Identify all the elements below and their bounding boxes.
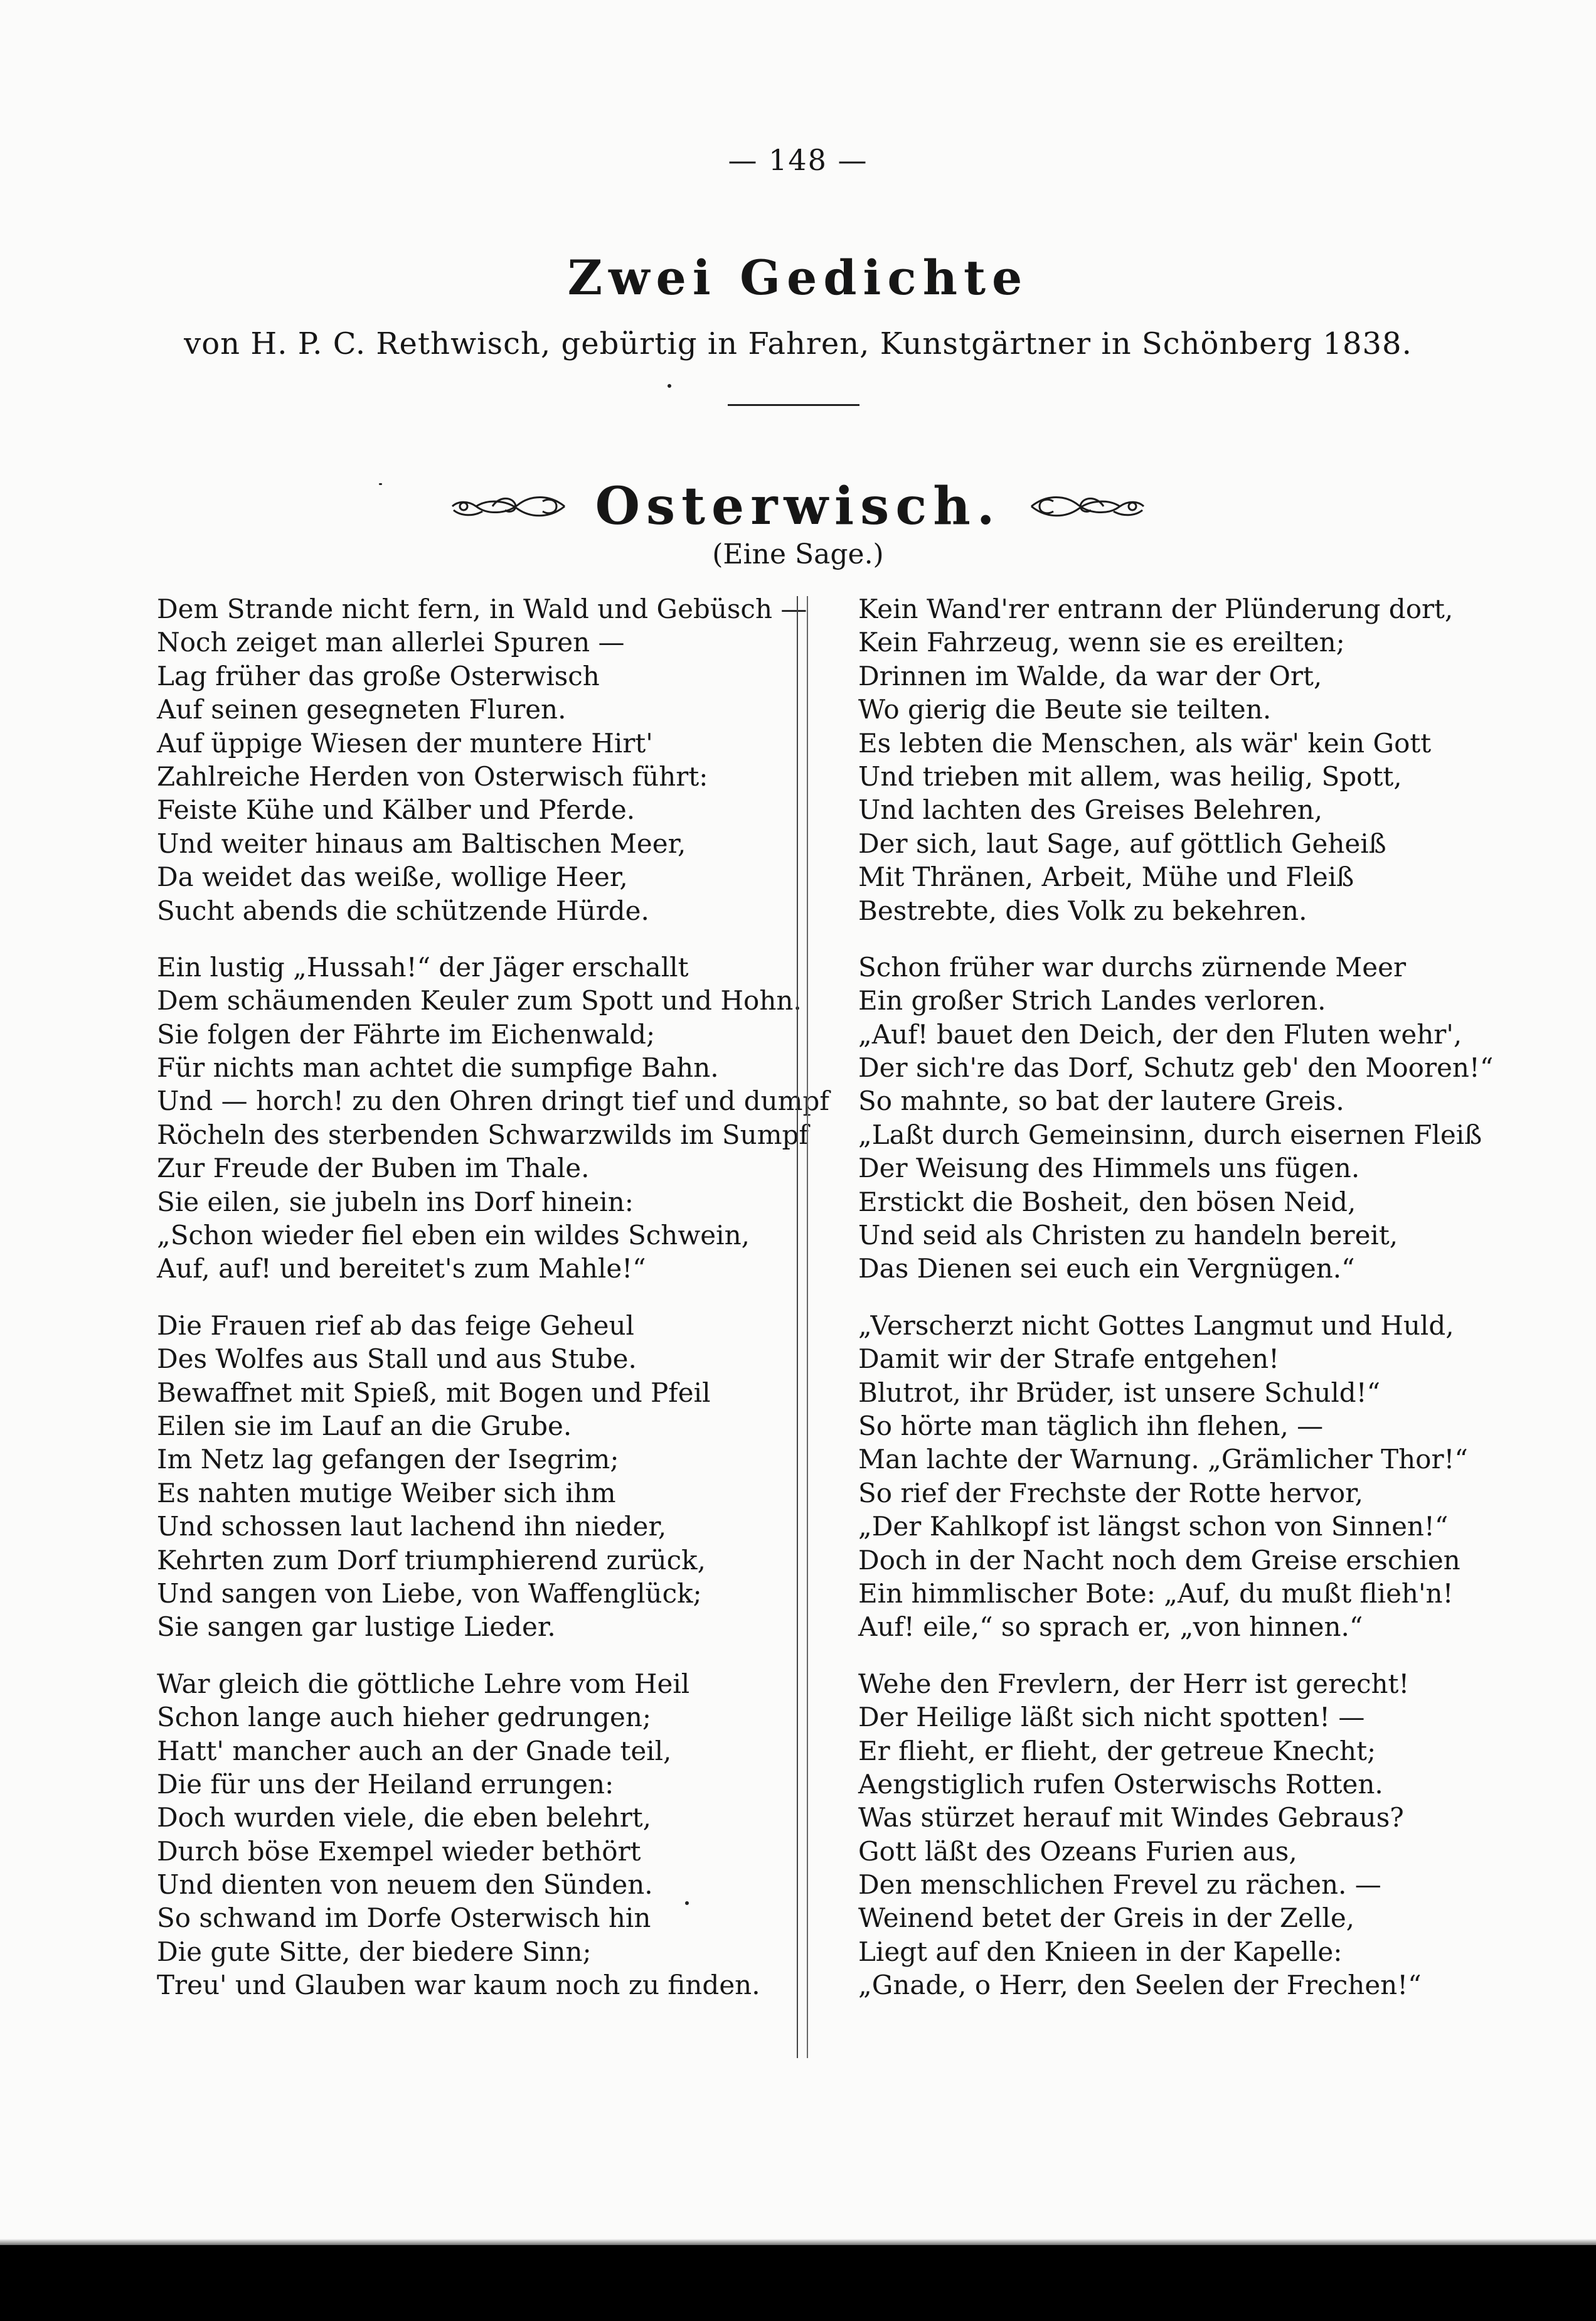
verse-line: Was stürzet herauf mit Windes Gebraus? xyxy=(858,1802,1404,1833)
verse-line: Mit Thränen, Arbeit, Mühe und Fleiß xyxy=(858,862,1354,893)
verse-line: So mahnte, so bat der lautere Greis. xyxy=(858,1086,1344,1117)
verse-line: Kehrten zum Dorf triumphierend zurück, xyxy=(157,1544,706,1576)
verse-line: Und trieben mit allem, was heilig, Spott, xyxy=(858,760,1402,792)
verse-line: Zur Freude der Buben im Thale. xyxy=(157,1153,590,1184)
verse-line: Und schossen laut lachend ihn nieder, xyxy=(157,1511,667,1542)
verse-line: Kein Wand'rer entrann der Plünderung dort, xyxy=(858,594,1454,624)
right-poem-column xyxy=(858,592,1494,2002)
verse-line: Doch wurden viele, die eben belehrt, xyxy=(157,1802,652,1833)
poem-heading xyxy=(0,472,1596,541)
stanza xyxy=(858,592,1486,927)
verse-line: Und weiter hinaus am Baltischen Meer, xyxy=(157,828,686,859)
verse-line: Des Wolfes aus Stall und aus Stube. xyxy=(157,1343,637,1375)
verse-line: Bewaffnet mit Spieß, mit Bogen und Pfeil xyxy=(157,1377,711,1408)
verse-line: Wehe den Frevlern, der Herr ist gerecht! xyxy=(858,1668,1410,1699)
verse-line: Lag früher das große Osterwisch xyxy=(157,660,600,691)
verse-line: Gott läßt des Ozeans Furien aus, xyxy=(858,1835,1297,1867)
verse-line: „Schon wieder fiel eben ein wildes Schwein, xyxy=(157,1220,750,1251)
verse-line: Ein lustig „Hussah!“ der Jäger erschallt xyxy=(157,951,689,983)
verse-line: Auf üppige Wiesen der muntere Hirt' xyxy=(157,727,653,759)
title-divider-rule xyxy=(728,404,859,406)
verse-line: Und — horch! zu den Ohren dringt tief und dumpf xyxy=(157,1086,829,1117)
verse-line: Erstickt die Bosheit, den bösen Neid, xyxy=(858,1186,1356,1217)
verse-line: Die Frauen rief ab das feige Geheul xyxy=(157,1310,634,1341)
verse-line: „Verscherzt nicht Gottes Langmut und Huld, xyxy=(858,1310,1454,1341)
stanza xyxy=(157,1309,790,1644)
verse-line: Und lachten des Greises Belehren, xyxy=(858,794,1323,826)
verse-line: Aengstiglich rufen Osterwischs Rotten. xyxy=(858,1768,1383,1800)
verse-line: Für nichts man achtet die sumpfige Bahn. xyxy=(157,1052,719,1084)
poem-subtitle-note: (Eine Sage.) xyxy=(712,538,884,570)
page-subtitle: von H. P. C. Rethwisch, gebürtig in Fahren, Kunstgärtner in Schönberg 1838. xyxy=(184,326,1412,361)
column-divider xyxy=(797,596,808,2058)
verse-line: Die gute Sitte, der biedere Sinn; xyxy=(157,1936,592,1967)
verse-line: So rief der Frechste der Rotte hervor, xyxy=(858,1477,1363,1508)
stanza xyxy=(157,1667,790,2002)
verse-line: Damit wir der Strafe entgehen! xyxy=(858,1343,1280,1375)
verse-line: Doch in der Nacht noch dem Greise erschien xyxy=(858,1544,1460,1576)
verse-line: „Der Kahlkopf ist längst schon von Sinnen!“ xyxy=(858,1511,1449,1542)
verse-line: War gleich die göttliche Lehre vom Heil xyxy=(157,1668,690,1699)
verse-line: Kein Fahrzeug, wenn sie es ereilten; xyxy=(858,627,1345,658)
verse-line: Feiste Kühe und Kälber und Pferde. xyxy=(157,794,636,826)
verse-line: Eilen sie im Lauf an die Grube. xyxy=(157,1410,572,1441)
verse-line: Schon früher war durchs zürnende Meer xyxy=(858,951,1407,983)
poem-title: Osterwisch. xyxy=(595,476,1001,536)
verse-line: Der Heilige läßt sich nicht spotten! — xyxy=(858,1702,1365,1733)
verse-line: Da weidet das weiße, wollige Heer, xyxy=(157,862,628,893)
verse-line: Er flieht, er flieht, der getreue Knecht; xyxy=(858,1735,1376,1766)
verse-line: Bestrebte, dies Volk zu bekehren. xyxy=(858,895,1307,926)
verse-line: Röcheln des sterbenden Schwarzwilds im Sumpf xyxy=(157,1119,809,1150)
verse-line: Noch zeiget man allerlei Spuren — xyxy=(157,627,625,658)
stanza xyxy=(858,951,1494,1286)
verse-line: Man lachte der Warnung. „Grämlicher Thor!“ xyxy=(858,1444,1468,1475)
verse-line: Der sich, laut Sage, auf göttlich Geheiß xyxy=(858,828,1386,859)
right-flourish-ornament xyxy=(1028,488,1147,525)
scan-bottom-border xyxy=(0,2245,1596,2321)
verse-line: „Laßt durch Gemeinsinn, durch eisernen Fleiß xyxy=(858,1119,1482,1150)
verse-line: Zahlreiche Herden von Osterwisch führt: xyxy=(157,760,708,792)
verse-line: Der sich're das Dorf, Schutz geb' den Mooren!“ xyxy=(858,1052,1494,1084)
verse-line: So schwand im Dorfe Osterwisch hin xyxy=(157,1902,651,1934)
stanza xyxy=(858,1309,1486,1644)
verse-line: „Auf! bauet den Deich, der den Fluten wehr', xyxy=(858,1018,1462,1050)
stray-dot xyxy=(685,1901,689,1905)
verse-line: Wo gierig die Beute sie teilten. xyxy=(858,694,1272,725)
verse-line: Sucht abends die schützende Hürde. xyxy=(157,895,649,926)
stanza xyxy=(157,592,807,927)
verse-line: Ein großer Strich Landes verloren. xyxy=(858,985,1326,1016)
left-flourish-ornament xyxy=(449,488,568,525)
verse-line: Auf, auf! und bereitet's zum Mahle!“ xyxy=(157,1253,646,1284)
verse-line: Durch böse Exempel wieder bethört xyxy=(157,1835,641,1867)
verse-line: Blutrot, ihr Brüder, ist unsere Schuld!“ xyxy=(858,1377,1381,1408)
verse-line: Auf! eile,“ so sprach er, „von hinnen.“ xyxy=(858,1611,1363,1643)
left-poem-column xyxy=(157,592,829,2002)
page-title: Zwei Gedichte xyxy=(567,250,1029,306)
verse-line: Sie sangen gar lustige Lieder. xyxy=(157,1611,556,1643)
verse-line: Es lebten die Menschen, als wär' kein Gott xyxy=(858,727,1432,759)
stanza xyxy=(858,1667,1486,2002)
page-number: — 148 — xyxy=(728,143,868,177)
verse-line: Schon lange auch hieher gedrungen; xyxy=(157,1702,652,1733)
verse-line: Ein himmlischer Bote: „Auf, du mußt flieh'n! xyxy=(858,1577,1454,1609)
verse-line: Drinnen im Walde, da war der Ort, xyxy=(858,660,1322,691)
verse-line: Liegt auf den Knieen in der Kapelle: xyxy=(858,1936,1343,1967)
verse-line: Hatt' mancher auch an der Gnade teil, xyxy=(157,1735,672,1766)
verse-line: „Gnade, o Herr, den Seelen der Frechen!“ xyxy=(858,1970,1422,2001)
verse-line: Und dienten von neuem den Sünden. xyxy=(157,1869,653,1901)
verse-line: Treu' und Glauben war kaum noch zu finden. xyxy=(157,1970,760,2001)
verse-line: Und seid als Christen zu handeln bereit, xyxy=(858,1220,1398,1251)
verse-line: Sie folgen der Fährte im Eichenwald; xyxy=(157,1018,656,1050)
verse-line: Auf seinen gesegneten Fluren. xyxy=(157,694,567,725)
verse-line: Dem Strande nicht fern, in Wald und Gebüsch — xyxy=(157,594,807,624)
verse-line: Sie eilen, sie jubeln ins Dorf hinein: xyxy=(157,1186,634,1217)
stray-dot xyxy=(668,384,671,388)
verse-line: Im Netz lag gefangen der Isegrim; xyxy=(157,1444,619,1475)
scan-edge-shadow xyxy=(0,2239,1596,2245)
verse-line: Dem schäumenden Keuler zum Spott und Hohn. xyxy=(157,985,802,1016)
verse-line: So hörte man täglich ihn flehen, — xyxy=(858,1410,1324,1441)
verse-line: Es nahten mutige Weiber sich ihm xyxy=(157,1477,616,1508)
verse-line: Die für uns der Heiland errungen: xyxy=(157,1768,614,1800)
verse-line: Der Weisung des Himmels uns fügen. xyxy=(858,1153,1360,1184)
verse-line: Weinend betet der Greis in der Zelle, xyxy=(858,1902,1355,1934)
verse-line: Den menschlichen Frevel zu rächen. — xyxy=(858,1869,1381,1901)
stanza xyxy=(157,951,829,1286)
verse-line: Und sangen von Liebe, von Waffenglück; xyxy=(157,1577,702,1609)
verse-line: Das Dienen sei euch ein Vergnügen.“ xyxy=(858,1253,1355,1284)
